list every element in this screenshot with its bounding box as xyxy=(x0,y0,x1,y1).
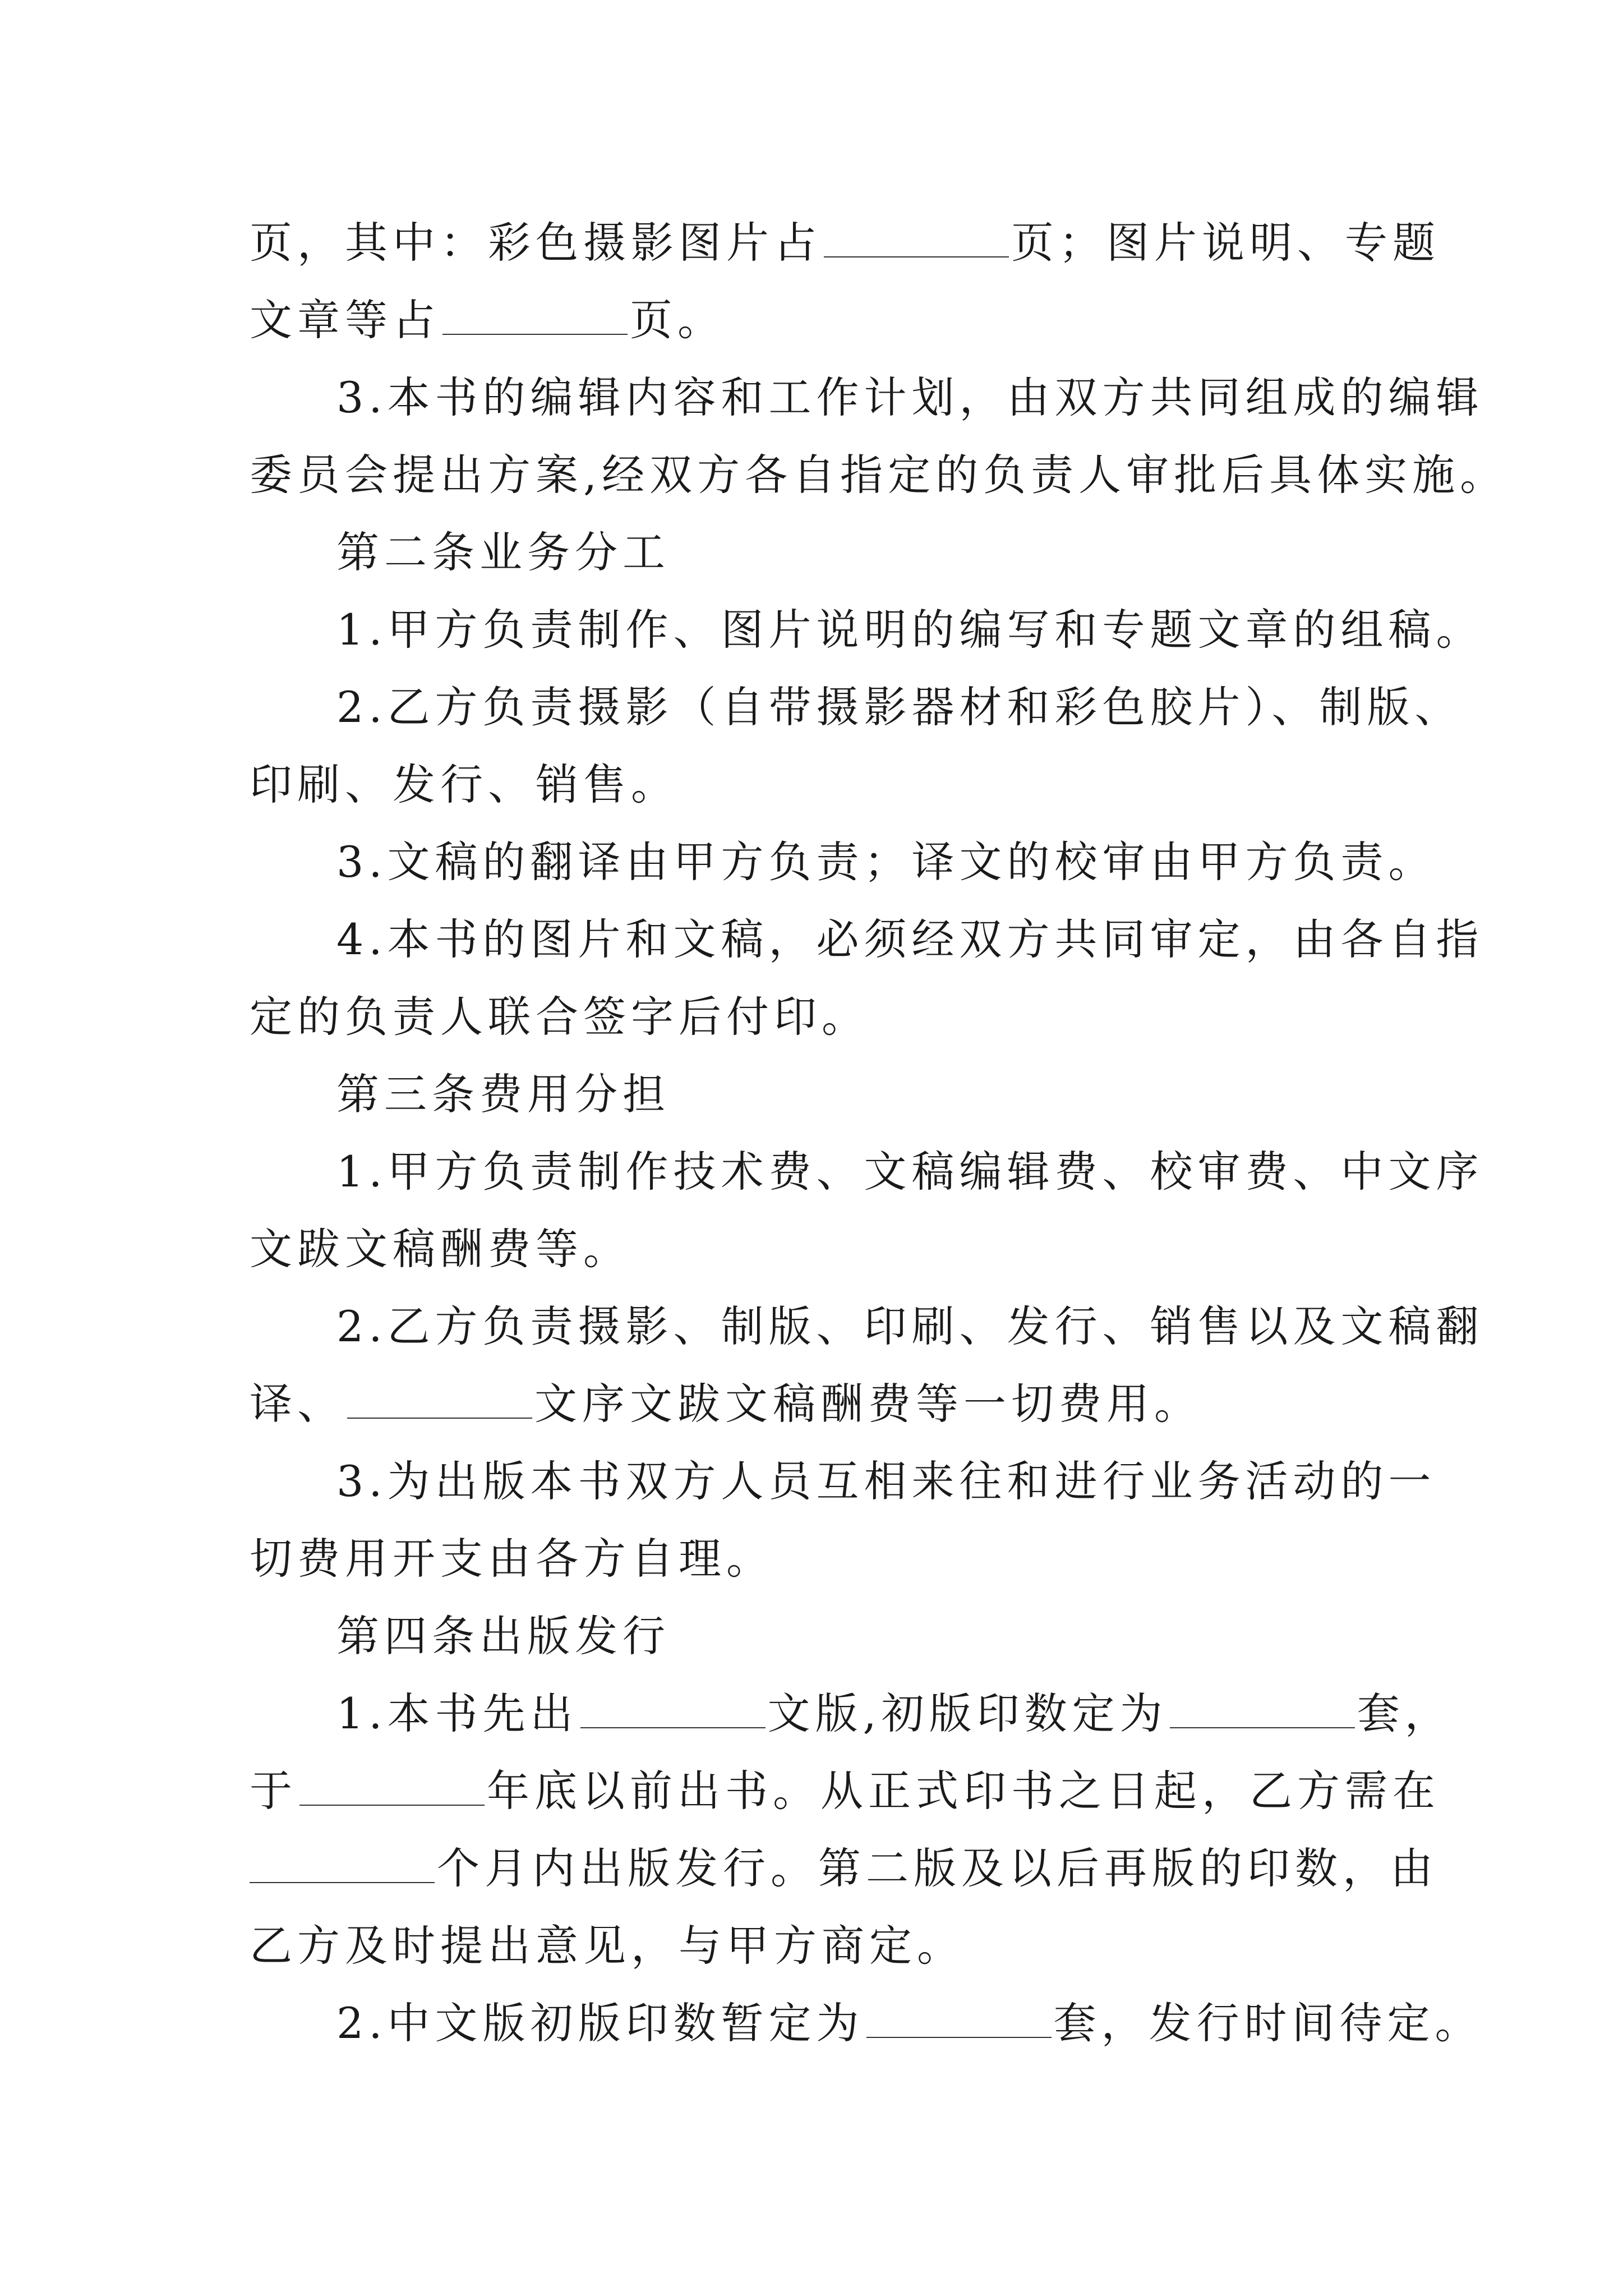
text-line xyxy=(250,981,869,1053)
text-segment: 文版,初版印数定为 xyxy=(767,1688,1168,1738)
text-segment: 委员会提出方案,经双方各自指定的负责人审批后具体实施。 xyxy=(250,450,1508,500)
section-heading xyxy=(336,516,670,589)
text-segment: 文章等占 xyxy=(250,295,440,345)
text-line xyxy=(250,748,679,821)
text-segment: 文序文跋文稿酬费等一切费用。 xyxy=(534,1379,1202,1429)
text-line xyxy=(250,439,1507,512)
text-segment: 3.为出版本书双方人员互相来往和进行业务活动的一 xyxy=(336,1456,1436,1506)
text-line xyxy=(336,1290,1484,1363)
text-line xyxy=(336,1987,1483,2060)
text-line xyxy=(250,1910,965,1982)
text-segment: 套，发行时间待定。 xyxy=(1053,1998,1483,2048)
fill-in-blank[interactable] xyxy=(824,223,1009,257)
fill-in-blank[interactable] xyxy=(250,1848,435,1883)
fill-in-blank[interactable] xyxy=(1170,1694,1355,1728)
text-segment: 第二条业务分工 xyxy=(336,527,670,577)
text-segment: 2.乙方负责摄影、制版、印刷、发行、销售以及文稿翻 xyxy=(336,1301,1484,1351)
text-segment: 译、 xyxy=(250,1379,345,1429)
text-line xyxy=(336,826,1436,899)
text-line xyxy=(336,1445,1436,1518)
text-segment: 印刷、发行、销售。 xyxy=(250,760,679,809)
section-heading xyxy=(336,1600,670,1673)
text-segment: 于 xyxy=(250,1766,297,1816)
fill-in-blank[interactable] xyxy=(866,2003,1052,2038)
text-segment: 3.文稿的翻译由甲方负责；译文的校审由甲方负责。 xyxy=(336,837,1436,887)
text-segment: 定的负责人联合签字后付印。 xyxy=(250,992,869,1042)
text-line xyxy=(250,206,1440,279)
text-line xyxy=(336,361,1484,434)
text-line xyxy=(250,1368,1202,1441)
text-line xyxy=(336,1677,1453,1750)
text-line xyxy=(336,903,1484,976)
text-segment: 1.甲方负责制作技术费、文稿编辑费、校审费、中文序 xyxy=(336,1147,1484,1197)
fill-in-blank[interactable] xyxy=(442,300,628,335)
text-line xyxy=(336,671,1463,744)
text-segment: 切费用开支由各方自理。 xyxy=(250,1534,774,1584)
text-line xyxy=(336,593,1484,666)
text-segment: 第三条费用分担 xyxy=(336,1069,670,1119)
text-line xyxy=(250,1755,1440,1828)
fill-in-blank[interactable] xyxy=(580,1694,766,1728)
text-segment: 页，其中：彩色摄影图片占 xyxy=(250,218,822,268)
text-line xyxy=(250,1213,631,1286)
text-line xyxy=(336,1135,1484,1208)
text-segment: 第四条出版发行 xyxy=(336,1611,670,1661)
section-heading xyxy=(336,1058,670,1131)
text-segment: 年底以前出书。从正式印书之日起，乙方需在 xyxy=(487,1766,1440,1816)
text-segment: 2.中文版初版印数暂定为 xyxy=(336,1998,864,2048)
text-line xyxy=(250,1832,1438,1905)
text-line xyxy=(250,1522,774,1595)
text-segment: 套， xyxy=(1357,1688,1453,1738)
text-segment: 3.本书的编辑内容和工作计划，由双方共同组成的编辑 xyxy=(336,372,1484,422)
text-segment: 页；图片说明、专题 xyxy=(1011,218,1440,268)
text-segment: 页。 xyxy=(630,295,725,345)
text-segment: 1.本书先出 xyxy=(336,1688,578,1738)
text-segment: 乙方及时提出意见，与甲方商定。 xyxy=(250,1921,965,1971)
text-line xyxy=(250,284,725,357)
fill-in-blank[interactable] xyxy=(299,1771,485,1806)
text-segment: 个月内出版发行。第二版及以后再版的印数，由 xyxy=(437,1843,1438,1893)
text-segment: 4.本书的图片和文稿，必须经双方共同审定，由各自指 xyxy=(336,914,1484,964)
text-segment: 1.甲方负责制作、图片说明的编写和专题文章的组稿。 xyxy=(336,605,1484,655)
text-segment: 2.乙方负责摄影（自带摄影器材和彩色胶片）、制版、 xyxy=(336,682,1463,732)
text-segment: 文跋文稿酬费等。 xyxy=(250,1224,631,1274)
fill-in-blank[interactable] xyxy=(347,1384,532,1419)
